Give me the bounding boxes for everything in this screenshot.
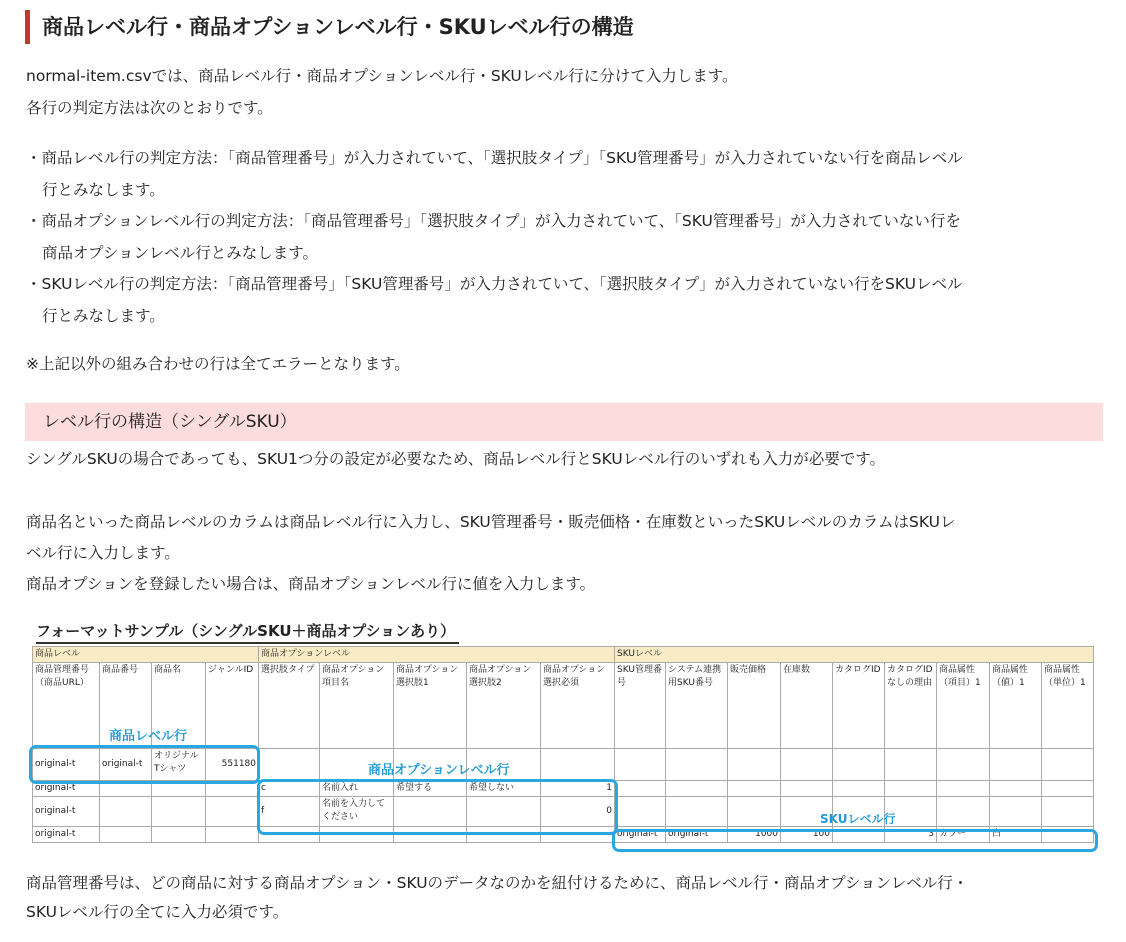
header-cell: 商品オプション項目名 [320,663,394,749]
table-cell: original-t [666,827,728,843]
footer-line-2: SKUレベル行の全てに入力必須です。 [26,903,289,921]
header-cell: SKU管理番号 [615,663,666,749]
header-cell: 商品番号 [100,663,152,749]
table-cell [937,749,990,781]
table-cell: 名前を入力してください [320,797,394,827]
table-cell [541,749,615,781]
table-cell [833,781,885,797]
rule-line: ・商品レベル行の判定方法：「商品管理番号」が入力されていて、「選択肢タイプ」「SKU管理番号」が入力されていない行を商品レベル [26,149,963,167]
table-cell [728,797,781,827]
table-cell [885,781,937,797]
table-cell [1042,781,1094,797]
table-cell [666,797,728,827]
header-cell: システム連携用SKU番号 [666,663,728,749]
table-cell [1042,797,1094,827]
table-cell [666,749,728,781]
table-cell: 0 [541,797,615,827]
para-columns-1: 商品名といった商品レベルのカラムは商品レベル行に入力し、SKU管理番号・販売価格・在庫数といったSKUレベルのカラムはSKUレ [26,513,956,531]
table-cell: original-t [33,827,100,843]
header-cell: 在庫数 [781,663,833,749]
table-cell [100,797,152,827]
note: ※上記以外の組み合わせの行は全てエラーとなります。 [26,355,410,373]
table-cell [206,797,259,827]
table-cell: original-t [33,749,100,781]
header-cell: 商品名 [152,663,206,749]
table-cell: original-t [615,827,666,843]
table-cell: 3 [885,827,937,843]
para-options: 商品オプションを登録したい場合は、商品オプションレベル行に値を入力します。 [26,575,596,593]
callout-label-option: 商品オプションレベル行 [368,763,510,778]
rule-line: ・商品オプションレベル行の判定方法：「商品管理番号」「選択肢タイプ」が入力されていて、「SKU管理番号」が入力されていない行を [26,212,961,230]
table-cell [728,781,781,797]
header-cell: 選択肢タイプ [259,663,320,749]
rule-option-level [26,205,1106,269]
group-product: 商品レベル [33,647,259,663]
header-row [33,663,1094,749]
table-cell [833,749,885,781]
table-cell [1042,749,1094,781]
header-cell: ジャンルID [206,663,259,749]
table-cell: 551180 [206,749,259,781]
callout-box-sku [612,829,1098,852]
group-option: 商品オプションレベル [259,647,615,663]
rule-line-cont: 行とみなします。 [42,307,165,325]
callout-label-sku: SKUレベル行 [820,812,896,826]
table-cell [990,797,1042,827]
table-cell [781,781,833,797]
table-cell: 白 [990,827,1042,843]
rule-line-cont: 商品オプションレベル行とみなします。 [42,244,318,262]
table-cell [990,781,1042,797]
header-cell: カタログID [833,663,885,749]
table-cell [206,827,259,843]
rule-line-cont: 行とみなします。 [42,181,165,199]
table-cell: オリジナルTシャツ [152,749,206,781]
table-cell [152,827,206,843]
table-cell [666,781,728,797]
footer-line-1: 商品管理番号は、どの商品に対する商品オプション・SKUのデータなのかを紐付けるために、商品レベル行・商品オプションレベル行・ [26,874,969,892]
page-title: 商品レベル行・商品オプションレベル行・SKUレベル行の構造 [25,10,634,44]
table-cell: f [259,797,320,827]
header-cell: カタログIDなしの理由 [885,663,937,749]
callout-box-option [257,779,618,835]
table-cell: カラー [937,827,990,843]
intro-line-1: normal-item.csvでは、商品レベル行・商品オプションレベル行・SKUレベル行に分けて入力します。 [26,67,738,85]
table-cell [615,781,666,797]
para-columns-2: ベル行に入力します。 [26,544,180,562]
table-cell [615,749,666,781]
header-cell: 商品属性（単位）1 [1042,663,1094,749]
para-single-sku: シングルSKUの場合であっても、SKU1つ分の設定が必要なため、商品レベル行とSKUレベル行のいずれも入力が必要です。 [26,450,885,468]
table-cell [990,749,1042,781]
table-cell: original-t [33,781,100,797]
table-cell: 希望しない [467,781,541,797]
header-cell: 商品オプション選択肢2 [467,663,541,749]
group-sku: SKUレベル [615,647,1094,663]
table-cell: 100 [781,827,833,843]
section-heading: レベル行の構造（シングルSKU） [25,403,1103,441]
intro-line-2: 各行の判定方法は次のとおりです。 [26,99,273,117]
table-cell: 1 [541,781,615,797]
table-cell [152,797,206,827]
header-cell: 商品管理番号（商品URL） [33,663,100,749]
table-cell: original-t [100,749,152,781]
figure-title: フォーマットサンプル（シングルSKU＋商品オプションあり） [36,620,459,644]
table-cell: 希望する [394,781,467,797]
rule-line: ・SKUレベル行の判定方法：「商品管理番号」「SKU管理番号」が入力されていて、「選択肢タイプ」が入力されていない行をSKUレベル [26,275,963,293]
header-cell: 商品属性（値）1 [990,663,1042,749]
rule-product-level [26,142,1106,206]
callout-label-product: 商品レベル行 [109,729,188,744]
header-cell: 商品オプション選択肢1 [394,663,467,749]
table-cell [937,781,990,797]
header-cell: 商品属性（項目）1 [937,663,990,749]
table-cell [615,797,666,827]
header-cell: 販売価格 [728,663,781,749]
table-cell [100,827,152,843]
rule-sku-level [26,268,1106,332]
table-cell: c [259,781,320,797]
table-cell: 1000 [728,827,781,843]
table-cell [259,749,320,781]
table-cell [728,749,781,781]
table-cell: original-t [33,797,100,827]
table-cell: 名前入れ [320,781,394,797]
callout-box-product [29,745,260,784]
table-cell [781,749,833,781]
table-cell [937,797,990,827]
group-row [33,647,1094,663]
table-cell [885,749,937,781]
header-cell: 商品オプション選択必須 [541,663,615,749]
